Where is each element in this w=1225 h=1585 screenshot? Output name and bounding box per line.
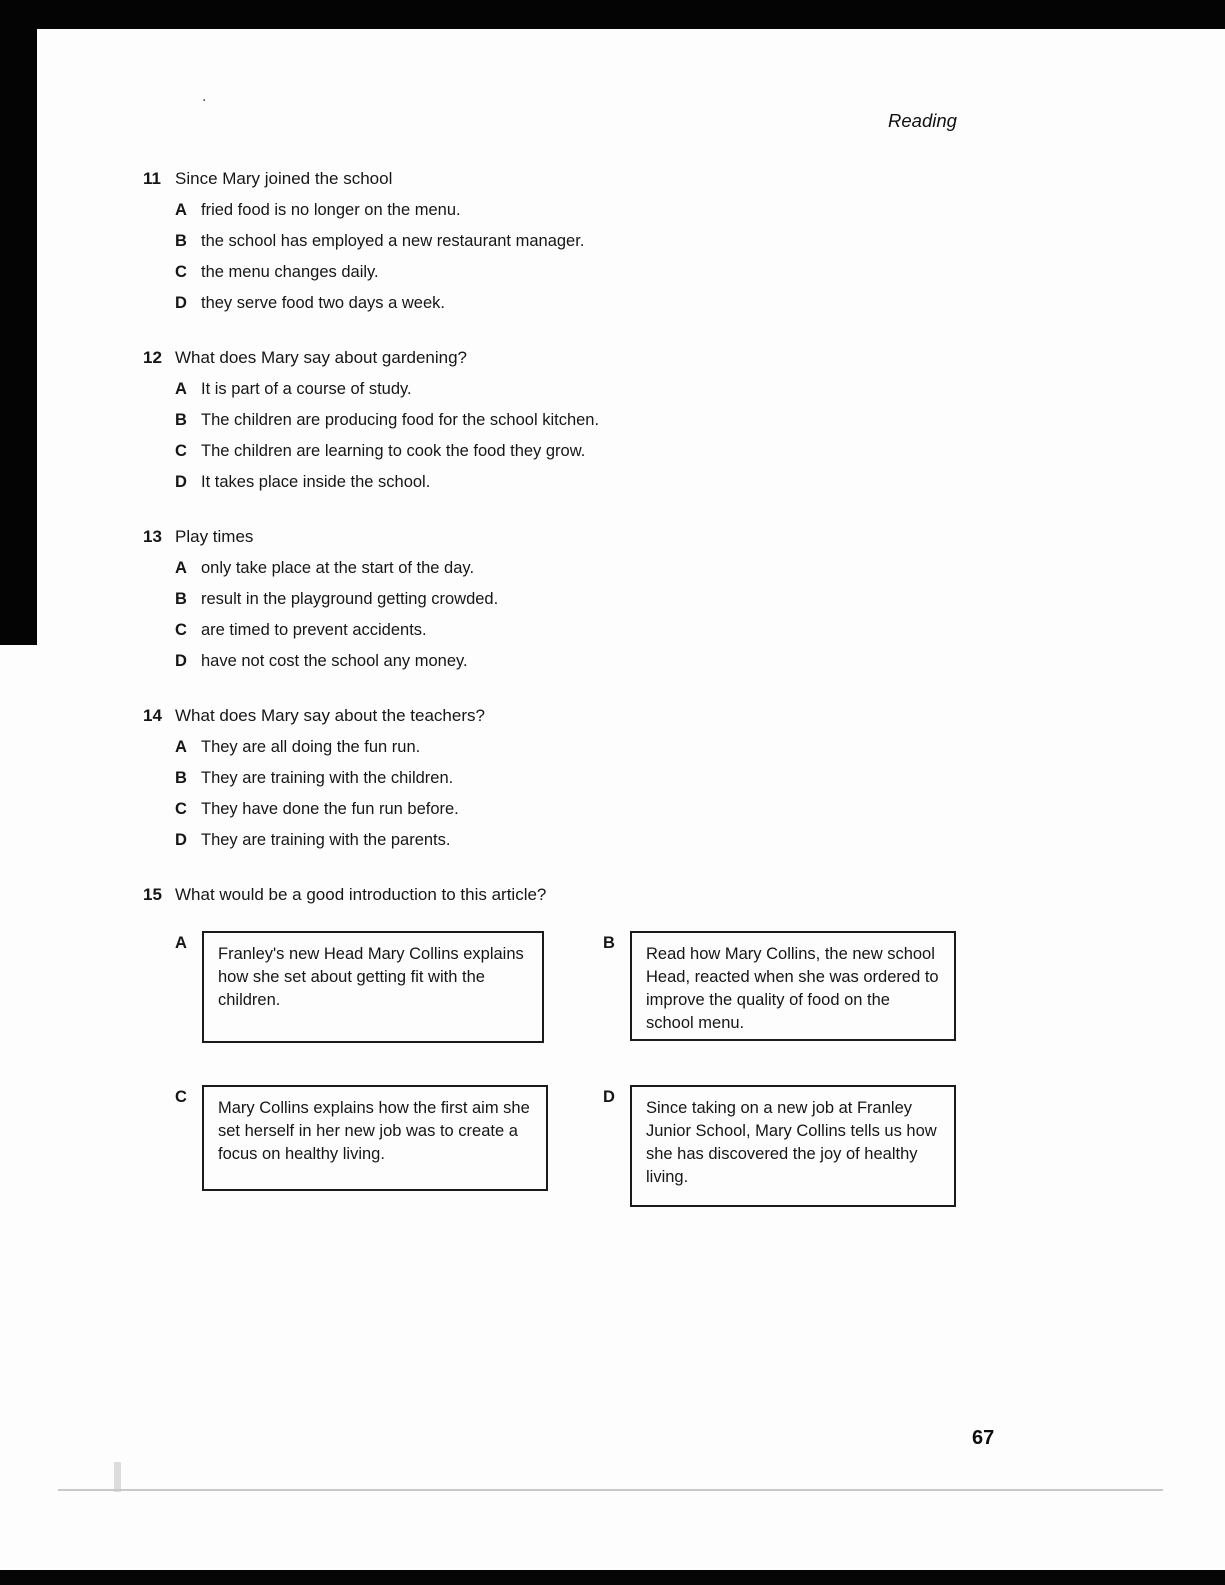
intro-option-D <box>603 1085 1073 1207</box>
question-head <box>143 347 1073 368</box>
option-letter: B <box>175 411 187 429</box>
option-13-B <box>175 589 1073 610</box>
intro-box-D: Since taking on a new job at Franley Junior School, Mary Collins tells us how she has discovered the joy of healthy living. <box>630 1085 956 1207</box>
option-text: It is part of a course of study. <box>201 380 412 398</box>
question-stem: What does Mary say about the teachers? <box>175 706 485 725</box>
option-12-A <box>175 379 1073 400</box>
question-11 <box>143 168 1073 314</box>
questions-section <box>143 168 1073 1240</box>
question-12 <box>143 347 1073 493</box>
option-text: result in the playground getting crowded. <box>201 590 499 608</box>
intro-option-A <box>175 931 603 1043</box>
option-text: The children are learning to cook the food they grow. <box>201 442 586 460</box>
option-11-D <box>175 293 1073 314</box>
option-letter: A <box>175 380 187 398</box>
option-letter: C <box>175 1088 187 1106</box>
intro-box-C: Mary Collins explains how the first aim she set herself in her new job was to create a focus on healthy living. <box>202 1085 548 1191</box>
option-text: They are training with the children. <box>201 769 454 787</box>
option-13-C <box>175 620 1073 641</box>
option-11-B <box>175 231 1073 252</box>
option-letter: C <box>175 442 187 460</box>
option-text: they serve food two days a week. <box>201 294 445 312</box>
intro-option-B <box>603 931 1073 1043</box>
question-13 <box>143 526 1073 672</box>
option-text: They are training with the parents. <box>201 831 451 849</box>
option-text: The children are producing food for the school kitchen. <box>201 411 600 429</box>
question-head <box>143 168 1073 189</box>
option-12-C <box>175 441 1073 462</box>
scan-smudge <box>114 1462 121 1492</box>
page-number: 67 <box>972 1427 995 1449</box>
question-head <box>143 705 1073 726</box>
option-12-D <box>175 472 1073 493</box>
option-letter: A <box>175 201 187 219</box>
intro-box-A: Franley's new Head Mary Collins explains how she set about getting fit with the children. <box>202 931 544 1043</box>
option-letter: C <box>175 263 187 281</box>
option-11-A <box>175 200 1073 221</box>
option-letter: D <box>175 473 187 491</box>
option-14-C <box>175 799 1073 820</box>
option-text: only take place at the start of the day. <box>201 559 475 577</box>
question-stem: Since Mary joined the school <box>175 169 393 188</box>
option-14-D <box>175 830 1073 851</box>
intro-option-C <box>175 1085 603 1207</box>
question-15 <box>143 884 1073 1207</box>
question-14 <box>143 705 1073 851</box>
option-letter: D <box>175 652 187 670</box>
option-letter: D <box>175 294 187 312</box>
option-letter: C <box>175 800 187 818</box>
question-number: 14 <box>143 706 162 725</box>
option-text: the menu changes daily. <box>201 263 379 281</box>
intro-options-grid <box>175 931 1073 1207</box>
option-letter: C <box>175 621 187 639</box>
option-text: fried food is no longer on the menu. <box>201 201 461 219</box>
intro-box-B: Read how Mary Collins, the new school Head, reacted when she was ordered to improve the quality of food on the school menu. <box>630 931 956 1041</box>
question-head <box>143 884 1073 905</box>
option-text: have not cost the school any money. <box>201 652 468 670</box>
question-number: 13 <box>143 527 162 546</box>
option-letter: D <box>175 831 187 849</box>
option-text: They are all doing the fun run. <box>201 738 421 756</box>
option-text: They have done the fun run before. <box>201 800 459 818</box>
question-number: 12 <box>143 348 162 367</box>
question-head <box>143 526 1073 547</box>
option-12-B <box>175 410 1073 431</box>
option-letter: B <box>175 590 187 608</box>
option-letter: A <box>175 934 187 952</box>
option-letter: A <box>175 738 187 756</box>
scan-artifact-bottom-bar <box>0 1570 1225 1585</box>
question-stem: What would be a good introduction to this article? <box>175 885 547 904</box>
option-letter: A <box>175 559 187 577</box>
option-13-D <box>175 651 1073 672</box>
option-letter: B <box>603 934 615 952</box>
stray-mark: . <box>202 88 207 105</box>
option-letter: B <box>175 232 187 250</box>
scan-artifact-top-bar <box>0 0 1225 29</box>
scan-artifact-left-bar <box>0 0 37 645</box>
option-text: the school has employed a new restaurant manager. <box>201 232 585 250</box>
question-number: 15 <box>143 885 162 904</box>
section-header: Reading <box>888 110 957 131</box>
option-text: are timed to prevent accidents. <box>201 621 427 639</box>
option-14-A <box>175 737 1073 758</box>
question-stem: What does Mary say about gardening? <box>175 348 468 367</box>
question-stem: Play times <box>175 527 254 546</box>
footer-rule <box>58 1489 1163 1491</box>
option-letter: B <box>175 769 187 787</box>
option-letter: D <box>603 1088 615 1106</box>
question-number: 11 <box>143 169 161 188</box>
option-11-C <box>175 262 1073 283</box>
option-13-A <box>175 558 1073 579</box>
option-text: It takes place inside the school. <box>201 473 431 491</box>
option-14-B <box>175 768 1073 789</box>
